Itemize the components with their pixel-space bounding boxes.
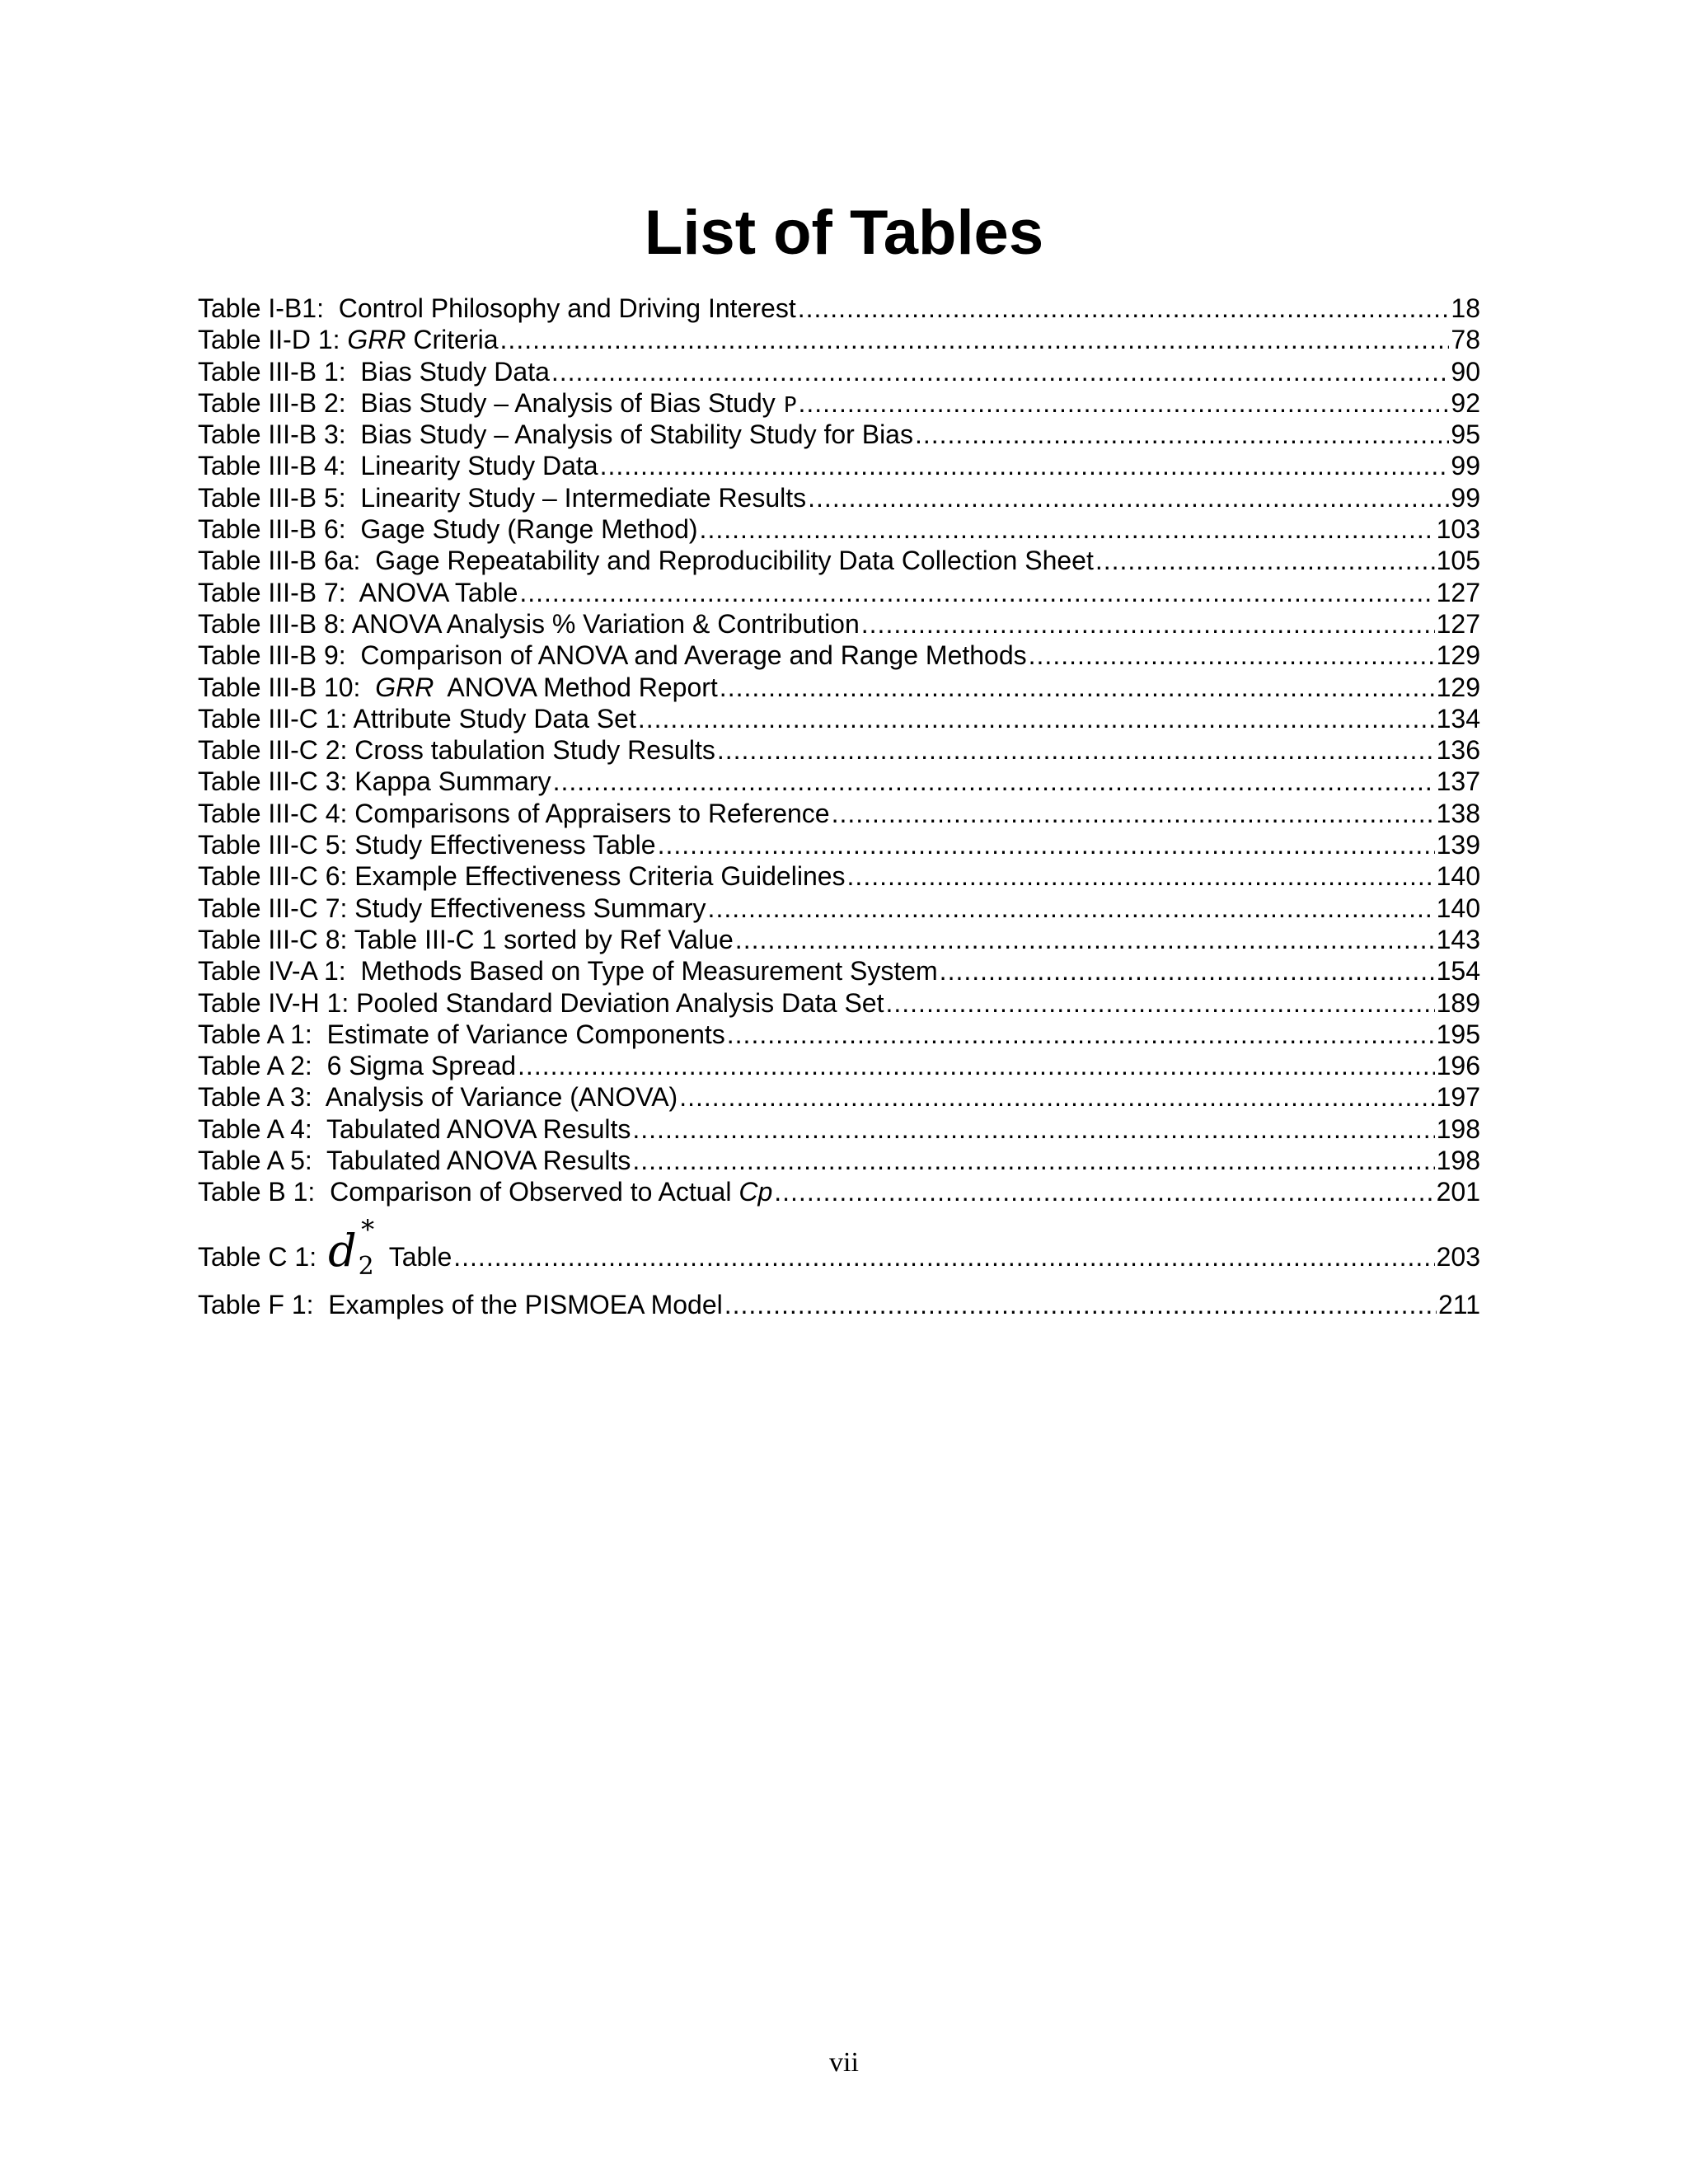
toc-entry[interactable]: [198, 1289, 1480, 1320]
toc-entry-page: 134: [1436, 703, 1480, 733]
toc-entry[interactable]: [198, 450, 1480, 481]
toc-entry-page: 99: [1451, 482, 1480, 513]
toc-entry-page: 137: [1436, 766, 1480, 797]
toc-entry-label: [198, 1176, 772, 1207]
formula-subscript: 2: [358, 1251, 374, 1281]
toc-entry-page: 201: [1436, 1177, 1480, 1207]
toc-entry-page: 129: [1436, 640, 1480, 671]
label-text: Criteria: [406, 325, 499, 355]
dot-leader: [727, 1019, 1435, 1050]
dot-leader: [632, 1145, 1434, 1176]
toc-entry[interactable]: [198, 324, 1480, 355]
label-text: Table II-D 1:: [198, 325, 348, 355]
label-text: Table III-B 10:: [198, 672, 376, 702]
toc-entry[interactable]: [198, 734, 1480, 766]
toc-entry[interactable]: [198, 356, 1480, 387]
dot-leader: [500, 324, 1450, 355]
toc-entry-page: 140: [1436, 893, 1480, 923]
toc-entry[interactable]: [198, 608, 1480, 640]
toc-entry-page: 195: [1436, 1019, 1480, 1049]
toc-entry-page: 139: [1436, 830, 1480, 860]
toc-entry-page: 203: [1436, 1241, 1480, 1272]
toc-entry[interactable]: [198, 1050, 1480, 1081]
dot-leader: [700, 513, 1435, 545]
toc-entry-page: 211: [1437, 1289, 1480, 1319]
dot-leader: [774, 1176, 1434, 1207]
toc-entry-label: Table A 3: Analysis of Variance (ANOVA): [198, 1082, 678, 1113]
toc-entry[interactable]: [198, 703, 1480, 734]
label-text: ANOVA Method Report: [434, 672, 718, 702]
toc-entry[interactable]: [198, 893, 1480, 924]
toc-entry-page: 103: [1436, 514, 1480, 545]
toc-entry-page: 140: [1436, 861, 1480, 892]
toc-entry-label: Table III-C 7: Study Effectiveness Summary: [198, 893, 706, 923]
dot-leader: [885, 987, 1434, 1019]
dot-leader: [551, 356, 1450, 387]
toc-entry-page: 189: [1436, 987, 1480, 1018]
toc-entry-label: Table F 1: Examples of the PISMOEA Model: [198, 1289, 723, 1319]
dot-leader: [915, 419, 1449, 450]
toc-entry[interactable]: [198, 419, 1480, 450]
dot-leader: [724, 1289, 1437, 1320]
label-text: Table: [388, 1241, 452, 1272]
toc-entry-page: 105: [1436, 546, 1480, 576]
toc-entry-label: Table III-B 5: Linearity Study – Intermediate Results: [198, 482, 807, 513]
formula-base: d: [328, 1224, 357, 1277]
toc-entry-label: Table III-B 3: Bias Study – Analysis of Stability Study for Bias: [198, 419, 913, 450]
toc-entry[interactable]: [198, 640, 1480, 671]
dot-leader: [518, 1050, 1435, 1081]
toc-entry-page: 92: [1451, 387, 1480, 418]
dot-leader: [832, 798, 1435, 829]
stray-mark: P: [783, 392, 797, 418]
toc-entry[interactable]: [198, 1213, 1480, 1289]
dot-leader: [453, 1219, 1434, 1289]
toc-entry-page: 78: [1451, 325, 1480, 355]
d2-star-formula: [328, 1213, 374, 1289]
dot-leader: [658, 829, 1435, 860]
toc-entry-page: 90: [1451, 356, 1480, 387]
dot-leader: [708, 893, 1435, 924]
toc-entry-label: Table III-B 1: Bias Study Data: [198, 356, 550, 387]
toc-entry[interactable]: [198, 577, 1480, 608]
toc-entry-label: Table III-B 6a: Gage Repeatability and Reproducibility Data Collection Sheet: [198, 546, 1094, 576]
list-of-tables: [198, 293, 1480, 1320]
toc-entry[interactable]: [198, 829, 1480, 860]
toc-entry-page: 198: [1436, 1113, 1480, 1144]
toc-entry-label: [198, 324, 499, 355]
label-text: Table B 1: Comparison of Observed to Actual: [198, 1177, 739, 1207]
toc-entry-label: Table III-C 8: Table III-C 1 sorted by Ref Value: [198, 924, 734, 954]
toc-entry[interactable]: [198, 513, 1480, 545]
toc-entry[interactable]: [198, 798, 1480, 829]
toc-entry-label: Table III-B 4: Linearity Study Data: [198, 451, 598, 481]
toc-entry-label: Table III-C 2: Cross tabulation Study Results: [198, 735, 715, 766]
toc-entry-label: [198, 1213, 452, 1289]
toc-entry[interactable]: [198, 766, 1480, 797]
toc-entry-page: 127: [1436, 608, 1480, 639]
toc-entry[interactable]: [198, 293, 1480, 324]
toc-entry-page: 127: [1436, 577, 1480, 607]
toc-entry-page: 129: [1436, 672, 1480, 702]
toc-entry-page: 18: [1451, 293, 1480, 323]
toc-entry-page: 99: [1451, 451, 1480, 481]
dot-leader: [861, 608, 1435, 640]
formula-superscript: *: [361, 1213, 375, 1245]
toc-entry-label: Table I-B1: Control Philosophy and Driving Interest: [198, 293, 796, 323]
toc-entry-label: Table III-C 4: Comparisons of Appraisers to Reference: [198, 798, 830, 828]
dot-leader: [735, 924, 1435, 955]
toc-entry-label: Table A 1: Estimate of Variance Components: [198, 1019, 725, 1049]
toc-entry-page: 138: [1436, 798, 1480, 828]
dot-leader: [638, 703, 1435, 734]
dot-leader: [600, 450, 1450, 481]
page-number: vii: [829, 2047, 859, 2078]
toc-entry[interactable]: [198, 987, 1480, 1019]
toc-entry[interactable]: [198, 672, 1480, 703]
dot-leader: [632, 1113, 1434, 1145]
label-italic-text: GRR: [375, 672, 434, 702]
toc-entry-label: Table III-C 6: Example Effectiveness Criteria Guidelines: [198, 861, 846, 892]
toc-entry[interactable]: [198, 1145, 1480, 1176]
toc-entry-label: Table A 4: Tabulated ANOVA Results: [198, 1113, 631, 1144]
toc-entry[interactable]: [198, 955, 1480, 987]
toc-entry-label: Table III-C 5: Study Effectiveness Table: [198, 830, 656, 860]
label-text: Table III-B 2: Bias Study – Analysis of Bias Study: [198, 387, 776, 418]
toc-entry-label: Table III-B 8: ANOVA Analysis % Variation & Contribution: [198, 608, 860, 639]
toc-entry-label: Table III-B 9: Comparison of ANOVA and Average and Range Methods: [198, 640, 1027, 671]
toc-entry-page: 95: [1451, 419, 1480, 450]
dot-leader: [720, 672, 1435, 703]
dot-leader: [679, 1081, 1434, 1113]
toc-entry[interactable]: [198, 545, 1480, 576]
toc-entry[interactable]: [198, 1176, 1480, 1207]
toc-entry[interactable]: [198, 1113, 1480, 1145]
toc-entry-page: 197: [1436, 1082, 1480, 1113]
toc-entry[interactable]: [198, 1081, 1480, 1113]
toc-entry-page: 136: [1436, 735, 1480, 766]
toc-entry-label: Table IV-A 1: Methods Based on Type of Measurement System: [198, 956, 938, 987]
dot-leader: [798, 293, 1450, 324]
page-title: List of Tables: [644, 198, 1044, 268]
toc-entry-page: 154: [1436, 956, 1480, 987]
dot-leader: [1095, 545, 1435, 576]
label-text: Table C 1:: [198, 1241, 317, 1272]
toc-entry-label: Table IV-H 1: Pooled Standard Deviation Analysis Data Set: [198, 987, 884, 1018]
dot-leader: [798, 387, 1449, 419]
toc-entry-label: Table III-C 3: Kappa Summary: [198, 766, 551, 797]
toc-entry[interactable]: [198, 482, 1480, 513]
toc-entry-page: 143: [1436, 924, 1480, 954]
dot-leader: [717, 734, 1435, 766]
toc-entry-label: Table A 2: 6 Sigma Spread: [198, 1051, 517, 1081]
toc-entry[interactable]: [198, 1019, 1480, 1050]
dot-leader: [808, 482, 1449, 513]
toc-entry-label: [198, 672, 718, 703]
toc-entry-label: Table III-C 1: Attribute Study Data Set: [198, 703, 636, 733]
toc-entry[interactable]: [198, 387, 1480, 419]
toc-entry-label: Table III-B 6: Gage Study (Range Method): [198, 514, 698, 545]
dot-leader: [847, 860, 1435, 892]
dot-leader: [553, 766, 1435, 797]
dot-leader: [1029, 640, 1435, 671]
dot-leader: [940, 955, 1435, 987]
toc-entry-label: Table A 5: Tabulated ANOVA Results: [198, 1146, 631, 1176]
label-italic-text: GRR: [347, 325, 406, 355]
label-italic-text: Cp: [738, 1177, 773, 1207]
toc-entry-page: 198: [1436, 1146, 1480, 1176]
toc-entry-label: Table III-B 7: ANOVA Table: [198, 577, 518, 607]
toc-entry[interactable]: [198, 860, 1480, 892]
toc-entry-page: 196: [1436, 1051, 1480, 1081]
toc-entry[interactable]: [198, 924, 1480, 955]
dot-leader: [519, 577, 1434, 608]
toc-entry-label: [198, 387, 796, 419]
